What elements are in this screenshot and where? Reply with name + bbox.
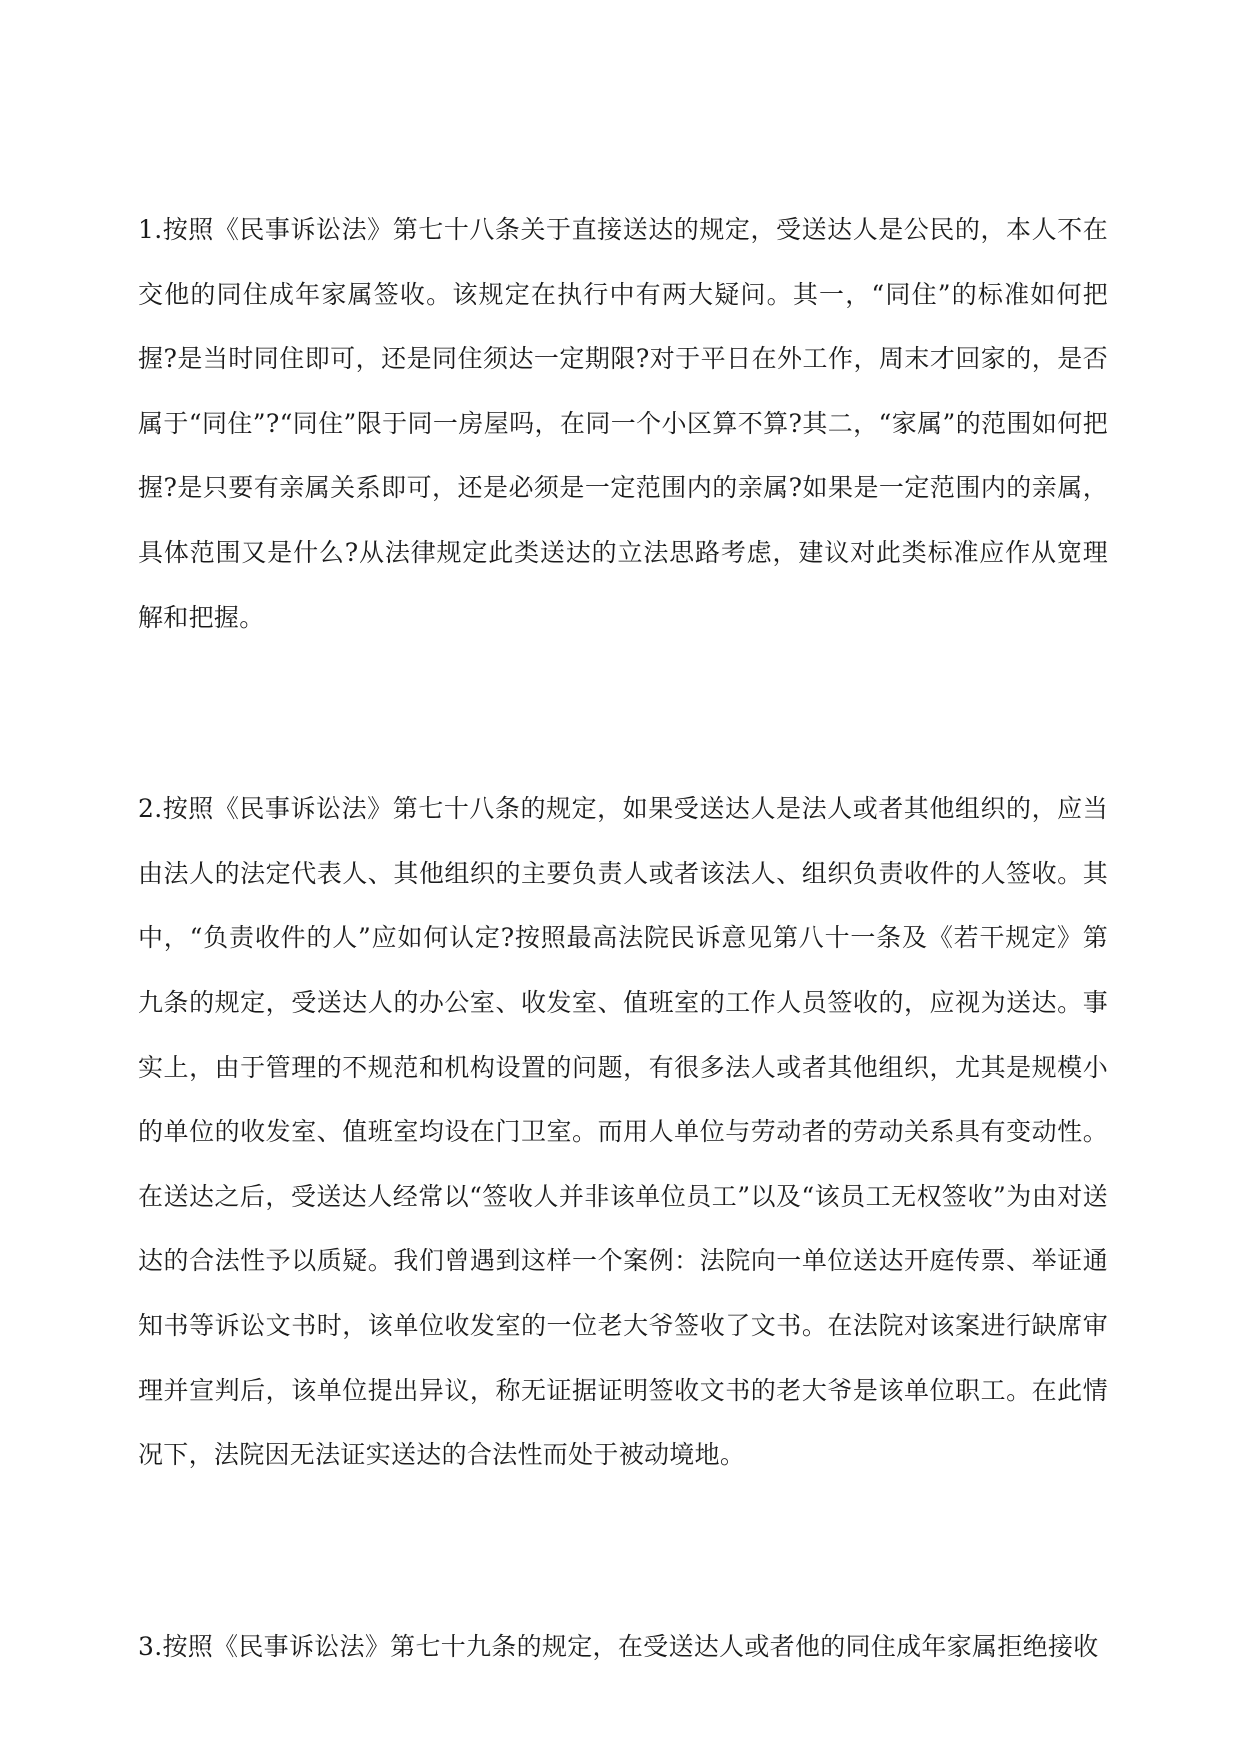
paragraph-3: 3.按照《民事诉讼法》第七十九条的规定，在受送达人或者他的同住成年家属拒绝接收 <box>138 1631 1099 1661</box>
document-body <box>138 198 1108 1679</box>
paragraph-1: 1.按照《民事诉讼法》第七十八条关于直接送达的规定，受送达人是公民的，本人不在交他的同住成年家属签收。该规定在执行中有两大疑问。其一，“同住”的标准如何把握?是当时同住即可，还是同住须达一定期限?对于平日在外工作，周末才回家的，是否属于“同住”?“同住”限于同一房屋吗，在同一个小区算不算?其二，“家属”的范围如何把握?是只要有亲属关系即可，还是必须是一定范围内的亲属?如果是一定范围内的亲属，具体范围又是什么?从法律规定此类送达的立法思路考虑，建议对此类标准应作从宽理解和把握。 <box>138 215 1108 632</box>
paragraph-2: 2.按照《民事诉讼法》第七十八条的规定，如果受送达人是法人或者其他组织的，应当由法人的法定代表人、其他组织的主要负责人或者该法人、组织负责收件的人签收。其中，“负责收件的人”应如何认定?按照最高法院民诉意见第八十一条及《若干规定》第九条的规定，受送达人的办公室、收发室、值班室的工作人员签收的，应视为送达。事实上，由于管理的不规范和机构设置的问题，有很多法人或者其他组织，尤其是规模小的单位的收发室、值班室均设在门卫室。而用人单位与劳动者的劳动关系具有变动性。在送达之后，受送达人经常以“签收人并非该单位员工”以及“该员工无权签收”为由对送达的合法性予以质疑。我们曾遇到这样一个案例：法院向一单位送达开庭传票、举证通知书等诉讼文书时，该单位收发室的一位老大爷签收了文书。在法院对该案进行缺席审理并宣判后，该单位提出异议，称无证据证明签收文书的老大爷是该单位职工。在此情况下，法院因无法证实送达的合法性而处于被动境地。 <box>138 794 1108 1470</box>
